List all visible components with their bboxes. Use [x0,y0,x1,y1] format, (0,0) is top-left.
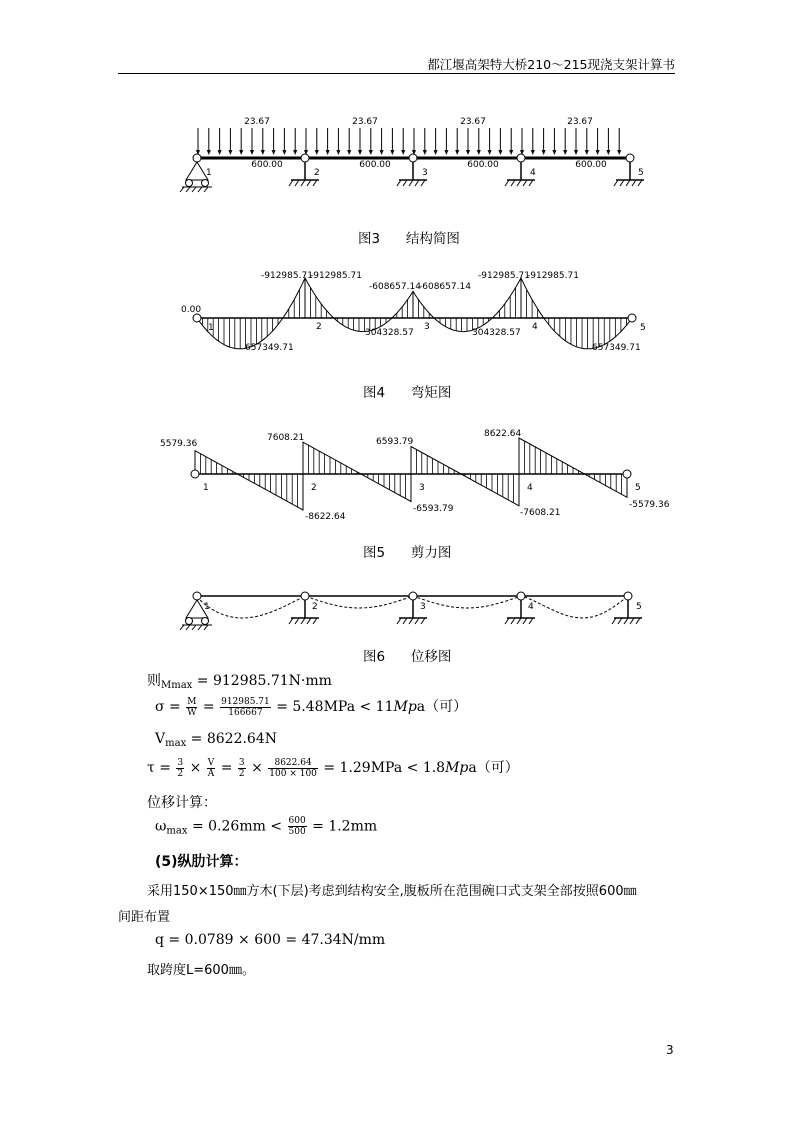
ground-hatch [204,187,208,192]
node-label: 4 [532,322,538,332]
ground-hatch [636,618,640,624]
ground-hatch [409,180,413,186]
ground-hatch [638,180,642,186]
hinge-node [409,154,417,162]
load-arrowhead [574,150,578,155]
hinge-node [193,154,201,162]
ground-hatch [301,180,305,186]
load-arrowhead [542,150,546,155]
figure-4-caption: 图4 弯矩图 [363,385,452,401]
ground-hatch [505,180,509,186]
figure-4-moment-diagram [181,271,646,353]
load-arrowhead [401,150,405,155]
load-arrowhead [315,150,319,155]
ground-hatch [511,618,515,624]
ground-hatch [289,618,293,624]
node-marker [623,470,631,478]
node-label: 2 [314,168,320,178]
ground-hatch [198,625,202,630]
ground-hatch [618,618,622,624]
ground-hatch [313,618,317,624]
fraction: $\frac{912985.71}{166667}$ [221,696,270,718]
moment-label: 657349.71 [592,343,641,353]
ground-hatch [403,180,407,186]
moment-label: 304328.57 [472,328,521,338]
load-arrowhead [228,150,232,155]
load-arrowhead [347,150,351,155]
span-label: 600.00 [575,160,607,170]
span-line: 取跨度L=600㎜。 [147,963,255,978]
ground-hatch [186,187,190,192]
load-arrowhead [369,150,373,155]
distributed-load-arrows [196,128,621,155]
ground-hatch [397,618,401,624]
ground-hatch [614,180,618,186]
figure-3-caption: 图3 结构简图 [358,231,460,247]
ground-hatch [198,187,202,192]
hinge-node [517,592,525,600]
moment-label: -912985.71 [478,271,530,281]
node-label: 5 [640,323,646,333]
load-arrowhead [606,150,610,155]
figure-3-structure-diagram [180,117,644,192]
load-arrowhead [617,150,621,155]
mmax-line: 则$_{Mmax}$ = 912985.71N·mm [147,673,332,691]
ground-hatch [180,187,184,192]
span-label: 600.00 [359,160,391,170]
ground-hatch [295,180,299,186]
fraction: $\frac{M}{W}$ [187,696,197,718]
roller-wheel [202,180,209,187]
hinge-node [301,154,309,162]
moment-label: -912985.71 [527,271,579,281]
node-marker [193,314,201,322]
roller-wheel [202,618,209,625]
omega-formula: $\omega_{max} = 0.26mm$ < $\frac{600}{500}$ = 1.2mm [155,816,378,837]
moment-label: 657349.71 [245,343,294,353]
ground-hatch [626,180,630,186]
pin-support [186,162,208,180]
hinge-node [193,592,201,600]
vmax-line: $V_{max} = 8622.64N$ [155,731,277,749]
moment-label: 0.00 [181,305,202,315]
node-label: 5 [638,168,644,178]
load-arrowhead [585,150,589,155]
node-label: 3 [422,168,428,178]
load-arrowhead [498,150,502,155]
shear-label: -7608.21 [520,508,561,518]
section-title: (5)纵肋计算： [155,854,248,870]
node-marker [191,470,199,478]
node-label: 3 [419,483,425,493]
moment-label: 304328.57 [365,328,414,338]
ground-hatch [523,618,527,624]
load-arrowhead [466,150,470,155]
shear-label: -8622.64 [305,512,346,522]
figure-6-caption: 图6 位移图 [363,649,452,665]
paragraph-line-2: 间距布置 [118,910,171,925]
load-arrowhead [239,150,243,155]
shear-label: -5579.36 [629,500,670,510]
hinge-node [626,154,634,162]
ground-hatch [204,625,208,630]
moment-label: -608657.14 [369,282,421,292]
node-label: 4 [530,168,536,178]
ground-hatch [421,618,425,624]
ground-hatch [403,618,407,624]
shear-label: -6593.79 [413,504,454,514]
paragraph-line-1: 采用150×150㎜方木(下层)考虑到结构安全,腹板所在范围碗口式支架全部按照600㎜ [147,884,637,899]
shear-label: 7608.21 [267,433,305,443]
ground-hatch [192,625,196,630]
ground-hatch [186,625,190,630]
ground-hatch [612,618,616,624]
ground-hatch [409,618,413,624]
ground-hatch [505,618,509,624]
ground-hatch [397,180,401,186]
sigma-formula: σ = $\frac{M}{W}$ = $\frac{912985.71}{166667}$ = 5.48MPa < 11Mpa（可） [155,696,468,718]
figure-5-caption: 图5 剪力图 [363,545,452,561]
ground-hatch [307,618,311,624]
hinge-node [624,592,632,600]
load-arrowhead [444,150,448,155]
node-label: 2 [311,483,317,493]
q-formula: q = 0.0789 × 600 = 47.34N/mm [155,932,386,948]
load-arrowhead [218,150,222,155]
page-number: 3 [666,1043,674,1057]
load-label: 23.67 [460,117,486,127]
load-arrowhead [552,150,556,155]
load-arrowhead [423,150,427,155]
load-arrowhead [455,150,459,155]
ground-hatch [415,618,419,624]
ground-hatch [624,618,628,624]
ground-hatch [620,180,624,186]
ground-hatch [529,618,533,624]
figure-6-displacement-diagram [180,592,642,630]
load-arrowhead [272,150,276,155]
ground-hatch [632,180,636,186]
fraction: $\frac{3}{2}$ [238,757,245,779]
load-arrowhead [563,150,567,155]
load-label: 23.67 [244,117,270,127]
load-arrowhead [326,150,330,155]
fraction: $\frac{8622.64}{100 \times 100}$ [269,757,317,779]
load-arrowhead [596,150,600,155]
ground-hatch [307,180,311,186]
load-arrowhead [390,150,394,155]
node-marker [628,314,636,322]
shear-label: 5579.36 [160,439,198,449]
node-label: 5 [635,483,641,493]
load-arrowhead [336,150,340,155]
hinge-node [301,592,309,600]
node-label: 2 [316,322,322,332]
load-label: 23.67 [567,117,593,127]
ground-hatch [180,625,184,630]
load-arrowhead [207,150,211,155]
ground-hatch [517,180,521,186]
header-title: 都江堰高架特大桥210～215现浇支架计算书 [427,57,675,72]
load-arrowhead [358,150,362,155]
load-arrowhead [434,150,438,155]
load-arrowhead [509,150,513,155]
node-label: 4 [527,483,533,493]
ground-hatch [529,180,533,186]
load-label: 23.67 [352,117,378,127]
load-arrowhead [488,150,492,155]
load-arrowhead [250,150,254,155]
node-label: 1 [208,323,214,333]
ground-hatch [630,618,634,624]
node-label: 4 [528,602,534,612]
load-arrowhead [282,150,286,155]
ground-hatch [313,180,317,186]
tau-formula: τ = $\frac{3}{2}$ × $\frac{V}{A}$ = $\frac{3}{2}$ × $\frac{8622.64}{100 \times 100}$ = 1.29MPa < 1.8Mpa（可） [147,757,519,779]
ground-hatch [301,618,305,624]
node-label: 1 [203,483,209,493]
ground-hatch [511,180,515,186]
supports [180,592,642,630]
node-label: 3 [420,602,426,612]
span-label: 600.00 [467,160,499,170]
node-label: 5 [636,602,642,612]
ground-hatch [421,180,425,186]
load-arrowhead [531,150,535,155]
ground-hatch [517,618,521,624]
node-label: 2 [312,602,318,612]
hinge-node [409,592,417,600]
shear-label: 6593.79 [376,437,414,447]
load-arrowhead [380,150,384,155]
ground-hatch [192,187,196,192]
node-label: 1 [204,602,210,612]
moment-label: -608657.14 [419,282,471,292]
shear-label: 8622.64 [484,429,522,439]
ground-hatch [289,180,293,186]
ground-hatch [415,180,419,186]
fraction: $\frac{V}{A}$ [207,757,215,779]
roller-wheel [186,180,193,187]
node-label: 3 [424,322,430,332]
load-arrowhead [261,150,265,155]
load-arrowhead [293,150,297,155]
moment-label: -912985.71 [261,271,313,281]
displacement-label: 位移计算： [147,795,217,811]
fraction: $\frac{3}{2}$ [177,757,184,779]
roller-wheel [186,618,193,625]
figure-5-shear-diagram [160,429,670,522]
node-label: 1 [206,168,212,178]
load-arrowhead [477,150,481,155]
ground-hatch [295,618,299,624]
moment-label: -912985.71 [310,271,362,281]
span-label: 600.00 [251,160,283,170]
ground-hatch [523,180,527,186]
hinge-node [517,154,525,162]
fraction: $\frac{600}{500}$ [288,816,306,837]
